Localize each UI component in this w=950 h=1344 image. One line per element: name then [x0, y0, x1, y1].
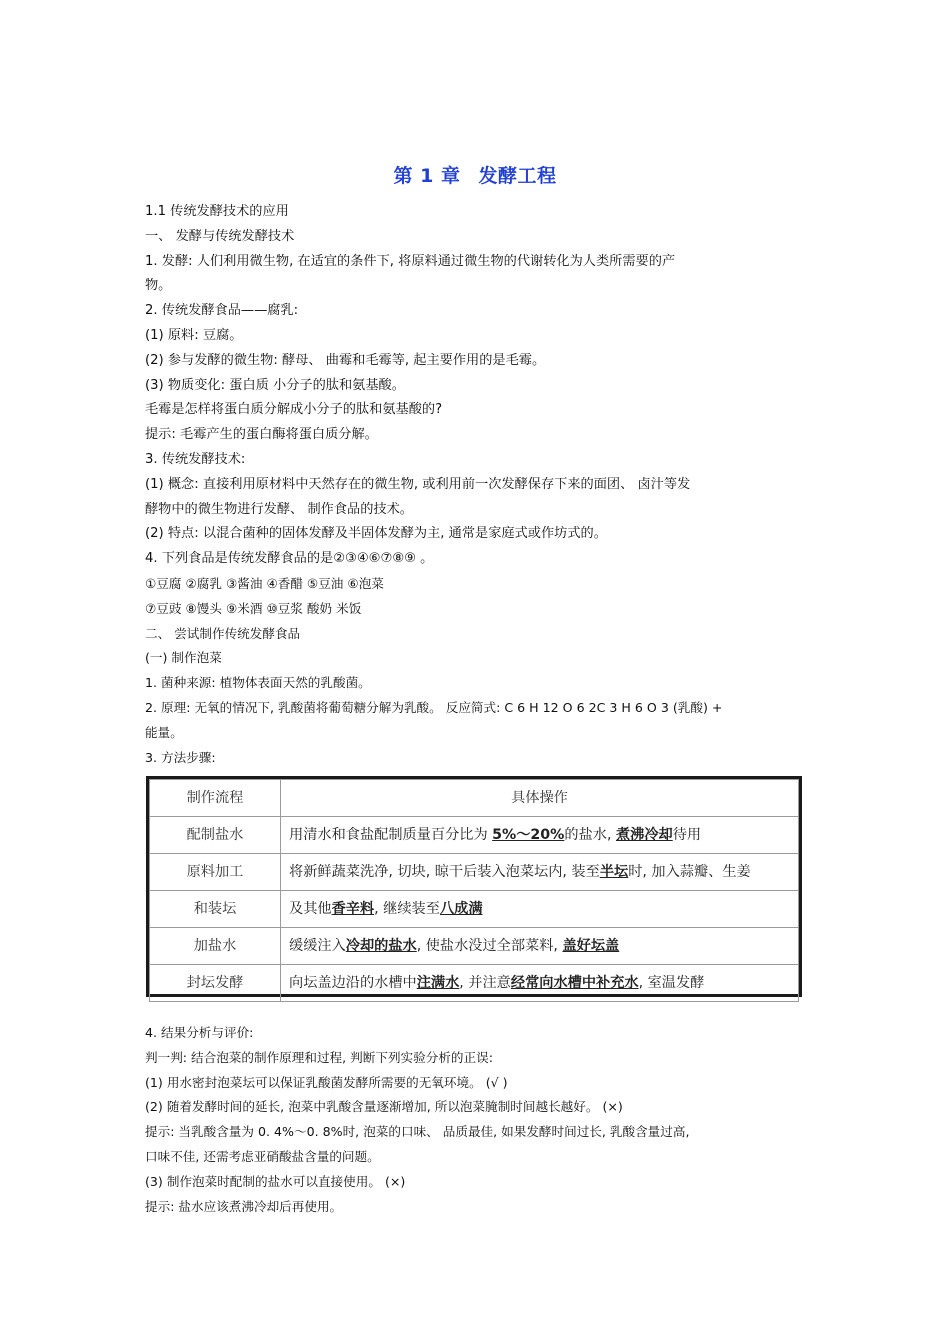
operation-text: 缓缓注入 — [289, 938, 346, 954]
key-term: 冷却的盐水 — [345, 938, 417, 954]
operation-text: , 使盐水没过全部菜料, — [416, 938, 563, 954]
text-line: 3. 方法步骤: — [145, 749, 216, 765]
table-header-step: 制作流程 — [150, 780, 281, 817]
text-line: 口味不佳, 还需考虑亚硝酸盐含量的问题。 — [145, 1148, 380, 1164]
text-line: 1. 发酵: 人们利用微生物, 在适宜的条件下, 将原料通过微生物的代谢转化为人类所需要的产 — [145, 253, 676, 269]
text-line: ⑦豆豉 ⑧馒头 ⑨米酒 ⑩豆浆 酸奶 米饭 — [145, 600, 362, 616]
chapter-number: 第 1 章 — [393, 165, 461, 187]
text-line: 4. 结果分析与评价: — [145, 1025, 254, 1040]
key-term: 八成满 — [439, 901, 483, 917]
operation-text: 向坛盖边沿的水槽中 — [289, 975, 417, 991]
text-line: ①豆腐 ②腐乳 ③酱油 ④香醋 ⑤豆油 ⑥泡菜 — [145, 575, 384, 591]
text-line: 判一判: 结合泡菜的制作原理和过程, 判断下列实验分析的正误: — [145, 1049, 493, 1065]
operation-text: 将新鲜蔬菜洗净, 切块, 晾干后装入泡菜坛内, 装至 — [289, 864, 600, 880]
text-line: 提示: 盐水应该煮沸冷却后再使用。 — [145, 1198, 343, 1214]
section-body-2 — [145, 1021, 825, 1219]
text-line: 能量。 — [145, 724, 183, 740]
key-term: 5%～20% — [492, 827, 565, 843]
text-line: 一、 发酵与传统发酵技术 — [145, 228, 295, 244]
table-row — [150, 965, 799, 1002]
text-line: (2) 特点: 以混合菌种的固体发酵及半固体发酵为主, 通常是家庭式或作坊式的。 — [145, 526, 607, 542]
text-line: 2. 传统发酵食品——腐乳: — [145, 303, 299, 319]
text-line: 二、 尝试制作传统发酵食品 — [145, 625, 301, 641]
text-line: (一) 制作泡菜 — [145, 650, 222, 666]
key-term: 盖好坛盖 — [562, 938, 620, 954]
table-row — [150, 928, 799, 965]
text-line: 物。 — [145, 278, 172, 294]
operation-text: 的盐水, — [564, 827, 616, 843]
operation-cell — [281, 891, 799, 928]
operation-cell — [281, 817, 799, 854]
section-body-1 — [145, 200, 825, 770]
key-term: 经常向水槽中补充水 — [510, 975, 639, 991]
table-row — [150, 854, 799, 891]
operation-text: 及其他 — [289, 901, 332, 917]
table-row — [150, 891, 799, 928]
text-line: 3. 传统发酵技术: — [145, 451, 246, 467]
step-cell: 加盐水 — [150, 928, 281, 965]
operation-cell — [281, 928, 799, 965]
text-line: (2) 参与发酵的微生物: 酵母、 曲霉和毛霉等, 起主要作用的是毛霉。 — [145, 352, 546, 368]
table-header-operation: 具体操作 — [281, 780, 799, 817]
operation-text: , 室温发酵 — [638, 975, 705, 991]
key-term: 半坛 — [599, 864, 629, 880]
text-line: 2. 原理: 无氧的情况下, 乳酸菌将葡萄糖分解为乳酸。 反应简式: C 6 H 12 O 6 2C 3 H 6 O 3 (乳酸) + — [145, 699, 723, 715]
step-cell: 封坛发酵 — [150, 965, 281, 1002]
operation-text: , 并注意 — [459, 975, 511, 991]
text-line: 毛霉是怎样将蛋白质分解成小分子的肽和氨基酸的? — [145, 402, 443, 418]
text-line: 4. 下列食品是传统发酵食品的是②③④⑥⑦⑧⑨ 。 — [145, 551, 434, 567]
table-header-row — [150, 780, 799, 817]
operation-cell — [281, 854, 799, 891]
operation-text: 用清水和食盐配制质量百分比为 — [289, 827, 493, 843]
key-term: 香辛料 — [331, 901, 375, 917]
operation-text: , 继续装至 — [374, 901, 440, 917]
text-line: 1.1 传统发酵技术的应用 — [145, 204, 289, 219]
step-cell: 配制盐水 — [150, 817, 281, 854]
step-cell: 原料加工 — [150, 854, 281, 891]
procedure-table — [146, 776, 802, 997]
text-line: (3) 物质变化: 蛋白质 小分子的肽和氨基酸。 — [145, 377, 405, 393]
text-line: (1) 概念: 直接利用原材料中天然存在的微生物, 或利用前一次发酵保存下来的面团、 卤汁等发 — [145, 476, 691, 492]
text-line: (2) 随着发酵时间的延长, 泡菜中乳酸含量逐渐增加, 所以泡菜腌制时间越长越好。 (×) — [145, 1099, 623, 1115]
table-row — [150, 817, 799, 854]
text-line: (3) 制作泡菜时配制的盐水可以直接使用。 (×) — [145, 1173, 406, 1189]
operation-text: 待用 — [672, 827, 702, 843]
text-line: 1. 菌种来源: 植物体表面天然的乳酸菌。 — [145, 675, 371, 691]
text-line: 酵物中的微生物进行发酵、 制作食品的技术。 — [145, 501, 413, 517]
chapter-title — [0, 161, 950, 188]
chapter-name: 发酵工程 — [478, 165, 557, 187]
text-line: (1) 用水密封泡菜坛可以保证乳酸菌发酵所需要的无氧环境。 (√ ) — [145, 1074, 508, 1090]
text-line: (1) 原料: 豆腐。 — [145, 327, 243, 343]
key-term: 注满水 — [416, 975, 460, 991]
operation-text: 时, 加入蒜瓣、生姜 — [628, 864, 751, 880]
step-cell: 和装坛 — [150, 891, 281, 928]
text-line: 提示: 毛霉产生的蛋白酶将蛋白质分解。 — [145, 427, 378, 443]
text-line: 提示: 当乳酸含量为 0. 4%～0. 8%时, 泡菜的口味、 品质最佳, 如果发酵时间过长, 乳酸含量过高, — [145, 1124, 690, 1140]
operation-cell — [281, 965, 799, 1002]
key-term: 煮沸冷却 — [615, 827, 673, 843]
